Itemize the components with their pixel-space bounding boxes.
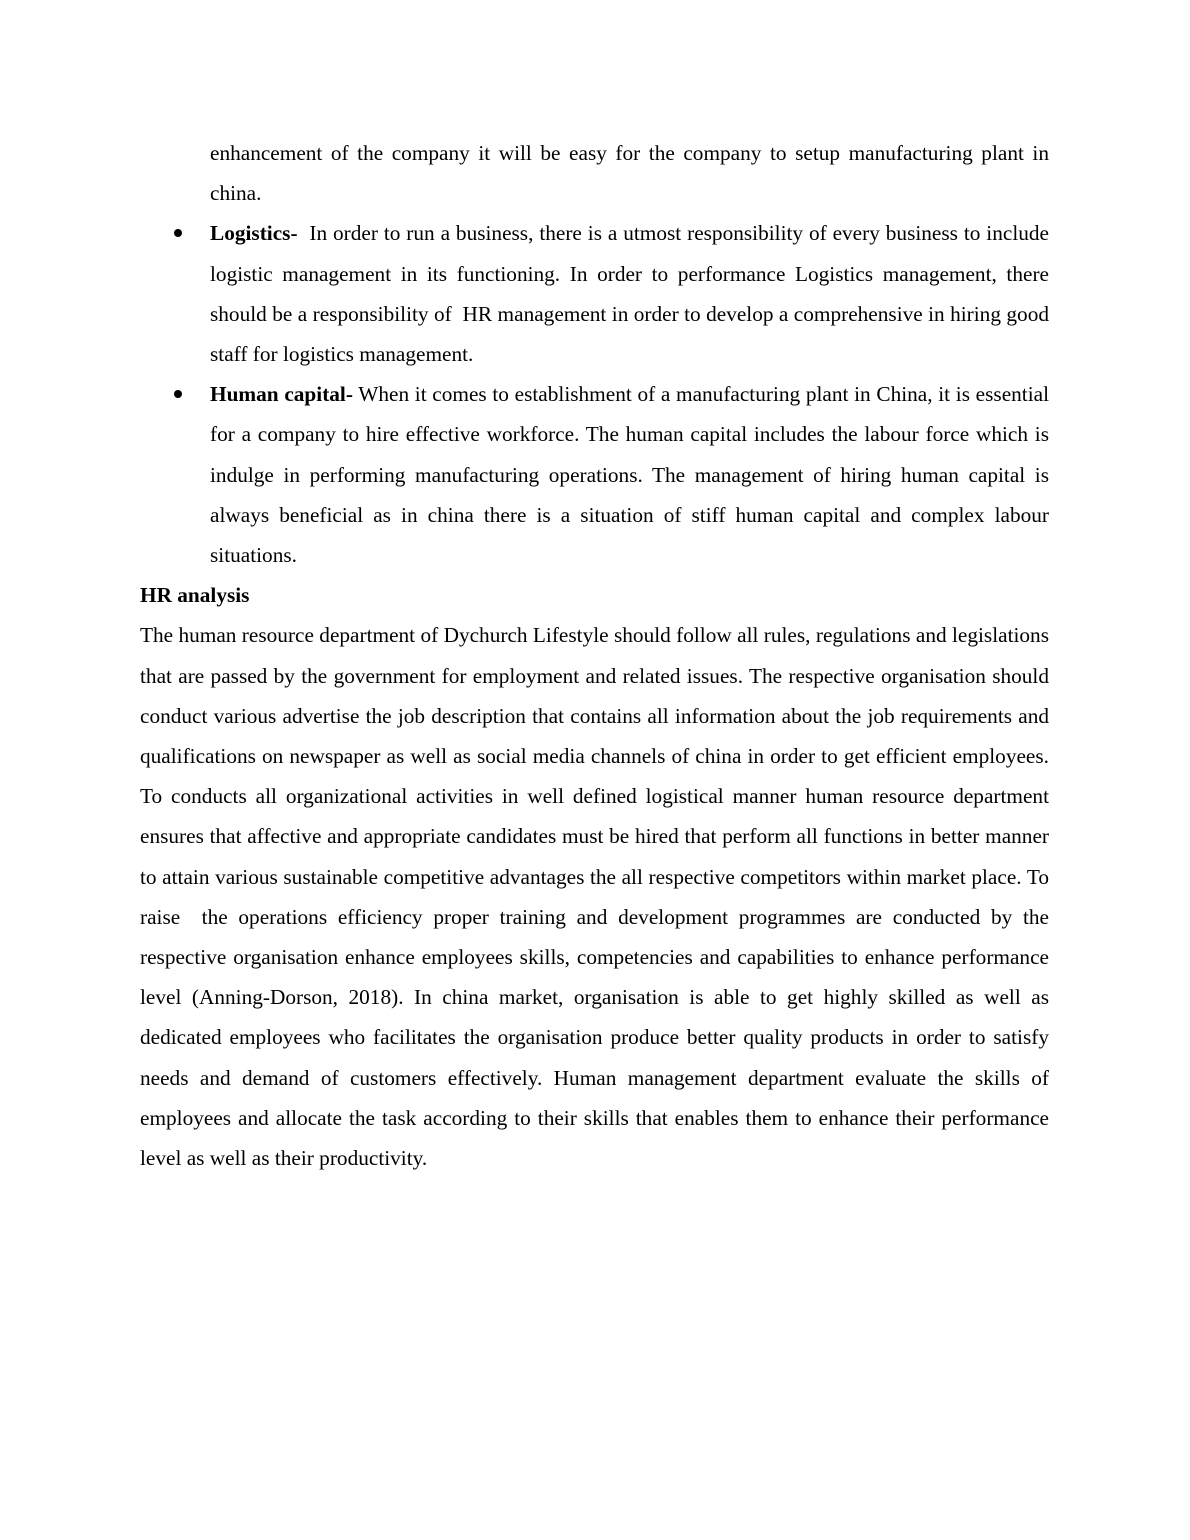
bullet-icon	[174, 390, 182, 398]
bullet-term: Human capital-	[210, 382, 353, 407]
document-page	[140, 133, 1049, 1178]
bullet-term: Logistics-	[210, 221, 298, 246]
section-heading: HR analysis	[140, 583, 250, 608]
body-paragraph: The human resource department of Dychurch Lifestyle should follow all rules, regulations and legislations that are passed by the government for employment and related issues. The respective organisation should conduct various advertise the job description that contains all information about the job requirements and qualifications on newspaper as well as social media channels of china in order to get efficient employees. To conducts all organizational activities in well defined logistical manner human resource department ensures that affective and appropriate candidates must be hired that perform all functions in better manner to attain various sustainable competitive advantages the all respective competitors within market place. To raise the operations efficiency proper training and development programmes are conducted by the respective organisation enhance employees skills, competencies and capabilities to enhance performance level (Anning-Dorson, 2018). In china market, organisation is able to get highly skilled as well as dedicated employees who facilitates the organisation produce better quality products in order to satisfy needs and demand of customers effectively. Human management department evaluate the skills of employees and allocate the task according to their skills that enables them to enhance their performance level as well as their productivity.	[140, 623, 1049, 1171]
bullet-text: In order to run a business, there is a utmost responsibility of every business to include logistic management in its functioning. In order to performance Logistics management, there should be a responsibility of HR management in order to develop a comprehensive in hiring good staff for logistics management.	[210, 221, 1049, 367]
bullet-item-logistics	[210, 213, 1049, 374]
bullet-item-human-capital	[210, 374, 1049, 575]
bullet-text: When it comes to establishment of a manufacturing plant in China, it is essential for a company to hire effective workforce. The human capital includes the labour force which is indulge in performing manufacturing operations. The management of hiring human capital is always beneficial as in china there is a situation of stiff human capital and complex labour situations.	[210, 382, 1049, 568]
bullet-list	[140, 213, 1049, 575]
bullet-icon	[174, 229, 182, 237]
continued-bullet-text: enhancement of the company it will be easy for the company to setup manufacturing plant in china.	[210, 141, 1049, 206]
